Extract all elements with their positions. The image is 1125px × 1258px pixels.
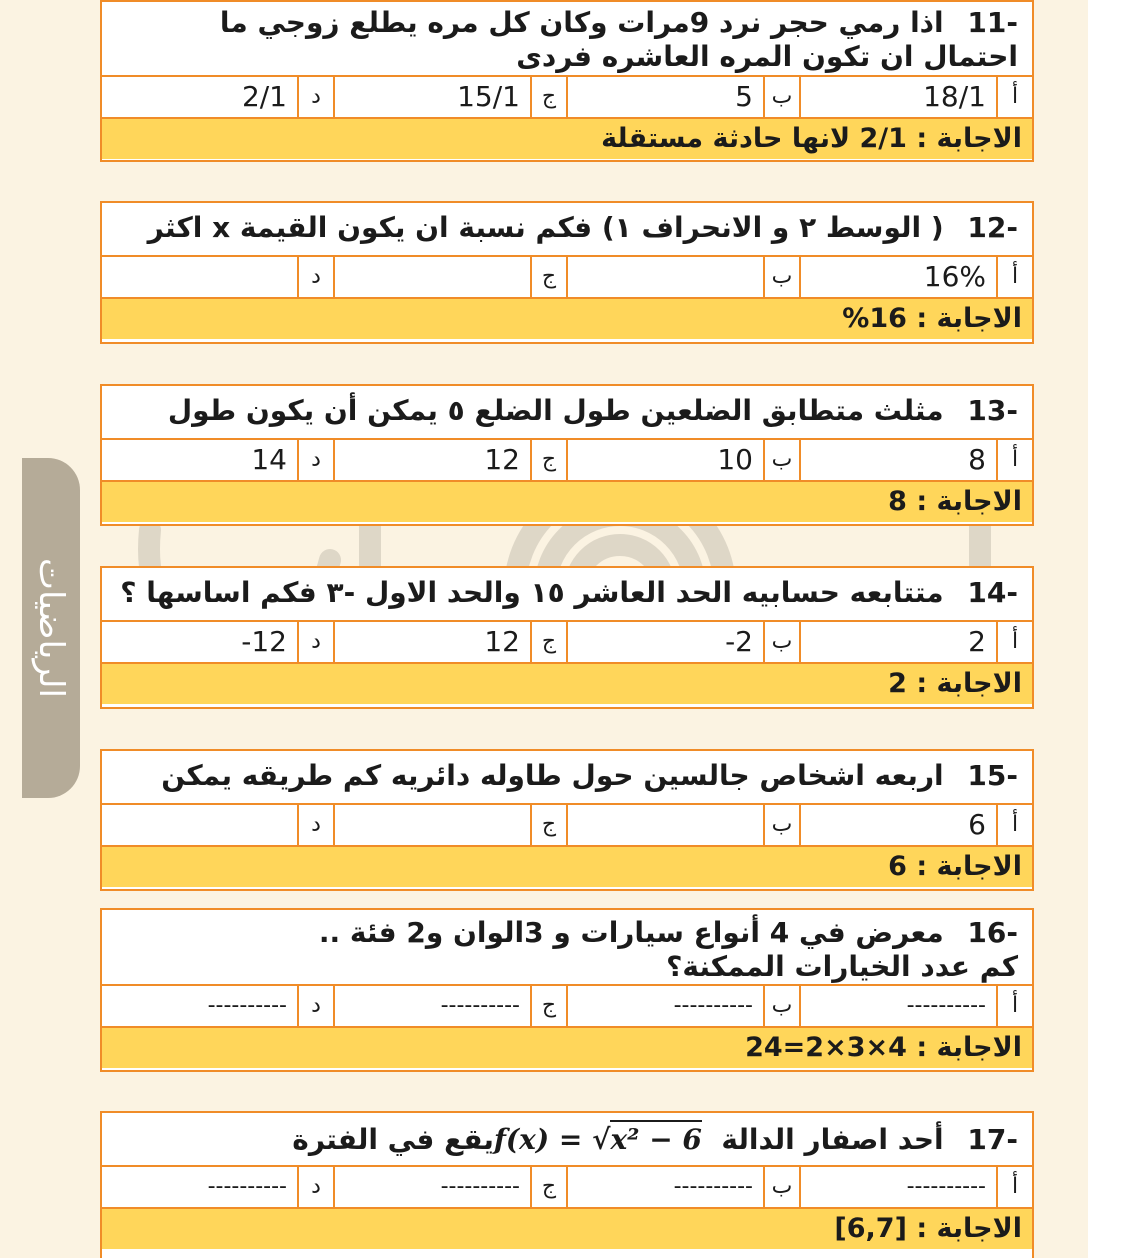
option-b[interactable] bbox=[566, 805, 763, 845]
option-d[interactable] bbox=[102, 257, 297, 297]
answer-value: 8 bbox=[888, 486, 907, 517]
option-letter-b: ب bbox=[763, 805, 799, 845]
option-letter-c: ج bbox=[530, 986, 566, 1026]
question-17 bbox=[100, 1111, 1034, 1258]
option-letter-b: ب bbox=[763, 77, 799, 117]
question-16 bbox=[100, 908, 1034, 1072]
question-text bbox=[102, 910, 1032, 986]
option-d[interactable]: 14 bbox=[251, 443, 287, 476]
answer-prefix: الاجابة : bbox=[916, 1213, 1022, 1244]
option-letter-a: أ bbox=[996, 622, 1032, 662]
question-12 bbox=[100, 201, 1034, 344]
answer-value: [6,7] bbox=[834, 1213, 907, 1244]
question-text bbox=[102, 2, 1032, 77]
option-letter-d: د bbox=[297, 440, 333, 480]
question-number: -17 bbox=[967, 1123, 1018, 1156]
answer-prefix: الاجابة : bbox=[916, 668, 1022, 699]
question-15 bbox=[100, 749, 1034, 891]
option-c[interactable] bbox=[333, 257, 530, 297]
answer-prefix: الاجابة : bbox=[916, 123, 1022, 154]
question-body: اربعه اشخاص جالسين حول طاوله دائريه كم طريقه يمكن bbox=[161, 759, 944, 792]
option-b[interactable]: -2 bbox=[566, 622, 763, 662]
question-number: -16 bbox=[967, 916, 1018, 949]
option-b[interactable]: ---------- bbox=[566, 1167, 763, 1207]
question-text bbox=[102, 568, 1032, 622]
question-body: أحد اصفار الدالة bbox=[721, 1123, 944, 1156]
option-letter-a: أ bbox=[996, 1167, 1032, 1207]
option-b[interactable] bbox=[566, 257, 763, 297]
options-row bbox=[102, 257, 1032, 299]
option-letter-a: أ bbox=[996, 986, 1032, 1026]
answer-bar bbox=[102, 847, 1032, 887]
option-letter-d: د bbox=[297, 77, 333, 117]
option-letter-c: ج bbox=[530, 440, 566, 480]
option-d[interactable]: 2/1 bbox=[241, 80, 287, 113]
answer-value: 16% bbox=[842, 303, 907, 334]
option-b[interactable]: 5 bbox=[566, 77, 763, 117]
formula-lhs: f(x) = √ bbox=[493, 1123, 611, 1156]
option-letter-c: ج bbox=[530, 1167, 566, 1207]
answer-value: 2 bbox=[888, 668, 907, 699]
option-letter-d: د bbox=[297, 1167, 333, 1207]
option-letter-b: ب bbox=[763, 257, 799, 297]
question-11 bbox=[100, 0, 1034, 162]
question-number: -12 bbox=[967, 211, 1018, 244]
answer-value: 4×3×2=24 bbox=[745, 1032, 907, 1063]
option-letter-a: أ bbox=[996, 440, 1032, 480]
option-a[interactable]: 6 bbox=[799, 805, 996, 845]
options-row bbox=[102, 622, 1032, 664]
question-14 bbox=[100, 566, 1034, 709]
option-c[interactable]: 12 bbox=[333, 440, 530, 480]
answer-value: 2/1 لانها حادثة مستقلة bbox=[601, 123, 907, 154]
question-text bbox=[102, 203, 1032, 257]
option-a[interactable]: 16% bbox=[799, 257, 996, 297]
answer-prefix: الاجابة : bbox=[916, 486, 1022, 517]
option-letter-b: ب bbox=[763, 986, 799, 1026]
option-d[interactable]: -12 bbox=[241, 625, 287, 658]
question-body-end: يقع في الفترة bbox=[292, 1123, 494, 1156]
question-text bbox=[102, 1113, 1032, 1167]
option-d[interactable]: ---------- bbox=[207, 993, 287, 1018]
option-letter-b: ب bbox=[763, 440, 799, 480]
option-letter-c: ج bbox=[530, 257, 566, 297]
option-letter-c: ج bbox=[530, 622, 566, 662]
option-a[interactable]: 8 bbox=[799, 440, 996, 480]
answer-bar bbox=[102, 664, 1032, 704]
answer-prefix: الاجابة : bbox=[916, 1032, 1022, 1063]
option-d[interactable]: ---------- bbox=[207, 1174, 287, 1199]
answer-value: 6 bbox=[888, 851, 907, 882]
option-c[interactable] bbox=[333, 805, 530, 845]
question-number: -15 bbox=[967, 759, 1018, 792]
option-letter-b: ب bbox=[763, 622, 799, 662]
question-text bbox=[102, 386, 1032, 440]
option-letter-c: ج bbox=[530, 805, 566, 845]
answer-bar bbox=[102, 482, 1032, 522]
option-b[interactable]: 10 bbox=[566, 440, 763, 480]
option-letter-d: د bbox=[297, 257, 333, 297]
option-c[interactable]: ---------- bbox=[333, 1167, 530, 1207]
question-body: متتابعه حسابيه الحد العاشر ١٥ والحد الاول -٣ فكم اساسها ؟ bbox=[120, 576, 944, 609]
option-a[interactable]: 2 bbox=[799, 622, 996, 662]
options-row bbox=[102, 986, 1032, 1028]
answer-bar bbox=[102, 299, 1032, 339]
question-body: اذا رمي حجر نرد 9مرات وكان كل مره يطلع زوجي ما احتمال ان تكون المره العاشره فردى bbox=[219, 6, 1018, 73]
answer-prefix: الاجابة : bbox=[916, 851, 1022, 882]
question-body: معرض في 4 أنواع سيارات و 3الوان و2 فئة .. bbox=[318, 916, 944, 949]
option-a[interactable]: ---------- bbox=[799, 1167, 996, 1207]
subject-side-tab bbox=[22, 458, 80, 798]
option-letter-a: أ bbox=[996, 77, 1032, 117]
option-letter-d: د bbox=[297, 805, 333, 845]
answer-bar bbox=[102, 1028, 1032, 1068]
question-13 bbox=[100, 384, 1034, 526]
option-d[interactable] bbox=[102, 805, 297, 845]
options-row bbox=[102, 440, 1032, 482]
option-letter-d: د bbox=[297, 622, 333, 662]
option-a[interactable]: ---------- bbox=[799, 986, 996, 1026]
option-b[interactable]: ---------- bbox=[566, 986, 763, 1026]
options-row bbox=[102, 77, 1032, 119]
question-number: -13 bbox=[967, 394, 1018, 427]
formula-radicand: x² − 6 bbox=[610, 1120, 701, 1156]
option-letter-a: أ bbox=[996, 257, 1032, 297]
question-text bbox=[102, 751, 1032, 805]
function-formula bbox=[494, 1120, 712, 1156]
option-letter-d: د bbox=[297, 986, 333, 1026]
answer-bar bbox=[102, 119, 1032, 159]
subject-label: الرياضيات bbox=[31, 558, 71, 698]
question-number: -11 bbox=[967, 6, 1018, 39]
option-c[interactable]: 12 bbox=[333, 622, 530, 662]
options-row bbox=[102, 1167, 1032, 1209]
option-letter-c: ج bbox=[530, 77, 566, 117]
option-a[interactable]: 18/1 bbox=[799, 77, 996, 117]
options-row bbox=[102, 805, 1032, 847]
option-c[interactable]: 15/1 bbox=[333, 77, 530, 117]
question-body: مثلث متطابق الضلعين طول الضلع ٥ يمكن أن يكون طول bbox=[167, 394, 944, 427]
answer-bar bbox=[102, 1209, 1032, 1249]
question-body: ( الوسط ٢ و الانحراف ١) فكم نسبة ان يكون القيمة x اكثر bbox=[147, 211, 944, 244]
answer-prefix: الاجابة : bbox=[916, 303, 1022, 334]
option-letter-a: أ bbox=[996, 805, 1032, 845]
option-c[interactable]: ---------- bbox=[333, 986, 530, 1026]
question-number: -14 bbox=[967, 576, 1018, 609]
question-body-line2: كم عدد الخيارات الممكنة؟ bbox=[666, 950, 1018, 983]
page-edge bbox=[1088, 0, 1125, 1258]
option-letter-b: ب bbox=[763, 1167, 799, 1207]
